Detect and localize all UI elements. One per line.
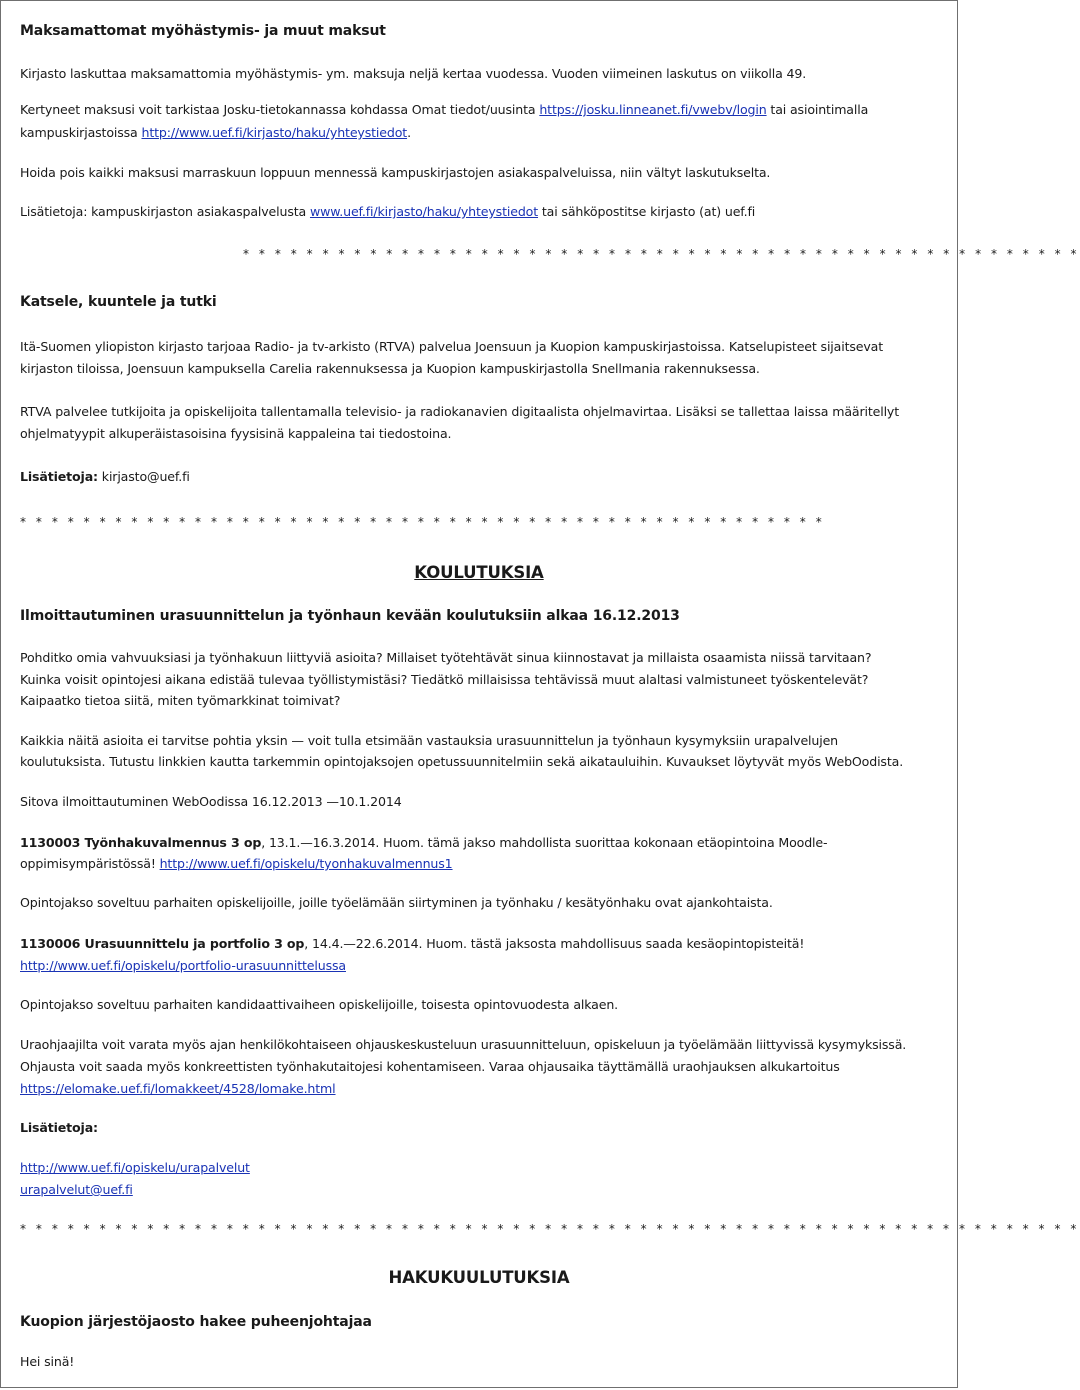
course-2-code: 1130006 Urasuunnittelu ja portfolio 3 op [20, 936, 305, 951]
course-2-line-2 [20, 955, 943, 977]
fees-paragraph-2-line-2 [20, 122, 943, 144]
course-2-details: , 14.4.—22.6.2014. Huom. tästä jaksosta mahdollisuus saada kesäopintopisteitä! [304, 936, 805, 951]
rtva-info [20, 466, 943, 488]
urapalvelut-email-link[interactable]: urapalvelut@uef.fi [20, 1182, 133, 1197]
trainings-info-label: Lisätietoja: [20, 1120, 98, 1135]
library-contact-link-2[interactable]: www.uef.fi/kirjasto/haku/yhteystiedot [309, 204, 539, 219]
course-1-details: , 13.1.—16.3.2014. Huom. tämä jakso mahdollista suorittaa kokonaan etäopintoina Moodle- [261, 835, 828, 850]
trainings-paragraph-1-line-3: Kaipaatko tietoa siitä, miten työmarkkinat toimivat? [20, 693, 341, 708]
course-1-link[interactable]: http://www.uef.fi/opiskelu/tyonhakuvalmennus1 [159, 856, 453, 871]
text-span: tai asiointimalla [766, 102, 869, 117]
course-2-line-1 [20, 933, 943, 955]
course-1-line-1 [20, 832, 943, 854]
section-title-fees: Maksamattomat myöhästymis- ja muut maksut [20, 23, 386, 39]
guidance-paragraph-line-3 [20, 1078, 943, 1100]
fees-paragraph-2-line-1 [20, 99, 943, 121]
urapalvelut-link[interactable]: http://www.uef.fi/opiskelu/urapalvelut [20, 1160, 250, 1175]
fees-paragraph-3: Hoida pois kaikki maksusi marraskuun loppuun mennessä kampuskirjastojen asiakaspalveluissa, niin vältyt laskutukselta. [20, 165, 771, 180]
separator-stars-3: * * * * * * * * * * * * * * * * * * * * * * * * * * * * * * * * * * * * * * * * * * * * * * * * * * * * * * * * * * * * * * * * * * * [20, 1222, 1080, 1236]
course-1-code: 1130003 Työnhakuvalmennus 3 op [20, 835, 262, 850]
course-1-description: Opintojakso soveltuu parhaiten opiskelijoille, joille työelämään siirtyminen ja työnhaku / kesätyönhaku ovat ajankohtaista. [20, 895, 773, 910]
trainings-paragraph-2-line-2: koulutuksista. Tutustu linkkien kautta tarkemmin opintojaksojen opetussuunnitelmiin sekä aikatauluihin. Kuvaukset löytyvät myös WebOodista. [20, 754, 904, 769]
trainings-paragraph-1-line-2: Kuinka voisit opintojesi aikana edistää tulevaa työllistymistäsi? Tiedätkö millaisissa tehtävissä muut alaltasi valmistuneet työskentelevät? [20, 672, 869, 687]
info-value: kirjasto@uef.fi [97, 469, 190, 484]
rtva-paragraph-1-line-2: kirjaston tiloissa, Joensuun kampuksella Carelia rakennuksessa ja Kuopion kampuskirjastolla Snellmania rakennuksessa. [20, 361, 760, 376]
course-2-link[interactable]: http://www.uef.fi/opiskelu/portfolio-urasuunnittelussa [20, 958, 346, 973]
rtva-paragraph-2-line-1: RTVA palvelee tutkijoita ja opiskelijoita tallentamalla televisio- ja radiokanavien digitaalista ohjelmavirtaa. Lisäksi se tallettaa laissa määritellyt [20, 404, 900, 419]
trainings-info-line-2 [20, 1179, 943, 1201]
section-title-trainings: Ilmoittautuminen urasuunnittelun ja työnhaun kevään koulutuksiin alkaa 16.12.2013 [20, 608, 680, 624]
guidance-paragraph-line-1: Uraohjaajilta voit varata myös ajan henkilökohtaiseen ohjauskeskusteluun urasuunnitteluun, opiskeluun ja työelämään liittyvissä kysymyksissä. [20, 1037, 907, 1052]
text-span: Kertyneet maksusi voit tarkistaa Josku-tietokannassa kohdassa Omat tiedot/uusinta [20, 102, 540, 117]
fees-paragraph-1: Kirjasto laskuttaa maksamattomia myöhästymis- ym. maksuja neljä kertaa vuodessa. Vuoden viimeinen laskutus on viikolla 49. [20, 66, 807, 81]
josku-link[interactable]: https://josku.linneanet.fi/vwebv/login [539, 102, 767, 117]
trainings-paragraph-2-line-1: Kaikkia näitä asioita ei tarvitse pohtia yksin — voit tulla etsimään vastauksia urasuunnittelun ja työnhaun kysymyksiin urapalvelujen [20, 733, 839, 748]
trainings-info-line-1 [20, 1157, 943, 1179]
trainings-paragraph-1-line-1: Pohditko omia vahvuuksiasi ja työnhakuun liittyviä asioita? Millaiset työtehtävät sinua kiinnostavat ja millaista osaamista niissä tarvitaan? [20, 650, 872, 665]
rtva-paragraph-2-line-2: ohjelmatyypit alkuperäistasoisina fyysisinä kappaleina tai tiedostoina. [20, 426, 452, 441]
registration-period: Sitova ilmoittautuminen WebOodissa 16.12.2013 —10.1.2014 [20, 794, 402, 809]
section-title-rtva: Katsele, kuuntele ja tutki [20, 294, 217, 310]
rtva-paragraph-1-line-1: Itä-Suomen yliopiston kirjasto tarjoaa Radio- ja tv-arkisto (RTVA) palvelua Joensuun ja Kuopion kampuskirjastoissa. Katselupisteet sijaitsevat [20, 339, 884, 354]
library-contact-link[interactable]: http://www.uef.fi/kirjasto/haku/yhteystiedot [141, 125, 408, 140]
text-span: . [407, 125, 411, 140]
course-1-line-2 [20, 853, 943, 875]
guidance-paragraph-line-2: Ohjausta voit saada myös konkreettisten työnhakutaitojesi kohentamiseen. Varaa ohjausaika täyttämällä uraohjauksen alkukartoitus [20, 1059, 840, 1074]
text-span: kampuskirjastoissa [20, 125, 142, 140]
course-2-description: Opintojakso soveltuu parhaiten kandidaattivaiheen opiskelijoille, toisesta opintovuodesta alkaen. [20, 997, 619, 1012]
heading-koulutuksia: KOULUTUKSIA [414, 563, 544, 582]
separator-stars-2: * * * * * * * * * * * * * * * * * * * * * * * * * * * * * * * * * * * * * * * * * * * * * * * * * * * [20, 515, 825, 529]
elomake-link[interactable]: https://elomake.uef.fi/lomakkeet/4528/lomake.html [20, 1081, 336, 1096]
heading-hakukuulutuksia: HAKUKUULUTUKSIA [388, 1268, 570, 1287]
text-span: oppimisympäristössä! [20, 856, 160, 871]
fees-paragraph-4 [20, 201, 943, 223]
text-span: tai sähköpostitse kirjasto (at) uef.fi [538, 204, 756, 219]
chairperson-greeting: Hei sinä! [20, 1354, 75, 1369]
info-label: Lisätietoja: [20, 469, 98, 484]
separator-stars-1: * * * * * * * * * * * * * * * * * * * * * * * * * * * * * * * * * * * * * * * * * * * * * * * * * * * * * [243, 247, 1080, 261]
text-span: Lisätietoja: kampuskirjaston asiakaspalvelusta [20, 204, 310, 219]
section-title-chairperson: Kuopion järjestöjaosto hakee puheenjohtajaa [20, 1314, 372, 1330]
